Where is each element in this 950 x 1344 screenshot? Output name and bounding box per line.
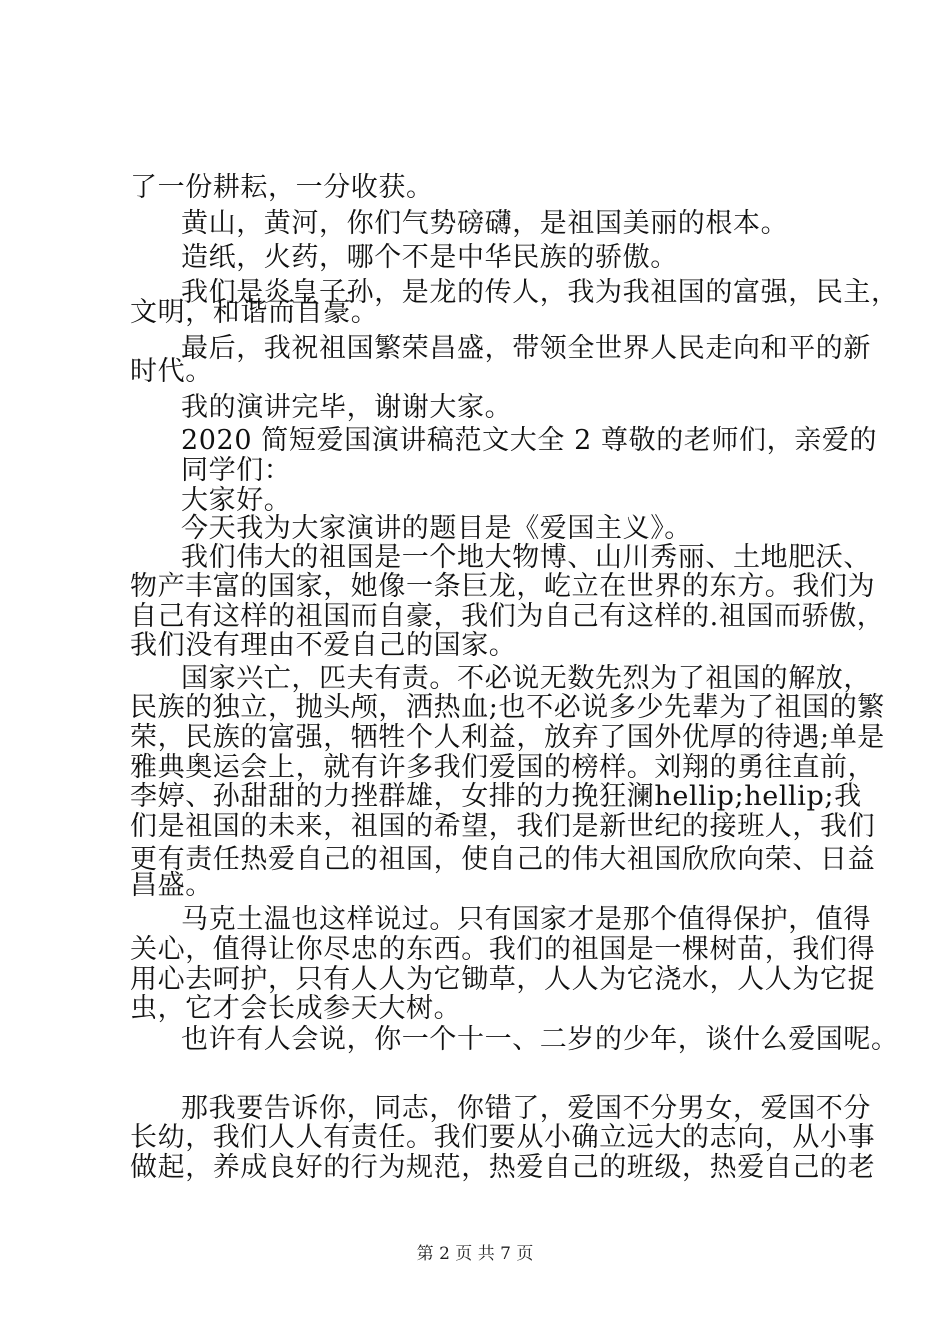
text-line: 李婷、孙甜甜的力挫群雄，女排的力挽狂澜hellip;hellip;我: [130, 781, 862, 812]
text-line: 同学们：: [181, 455, 292, 486]
page-number-footer: 第 2 页 共 7 页: [416, 1244, 534, 1264]
text-line: 雅典奥运会上，就有许多我们爱国的榜样。刘翔的勇往直前，: [130, 752, 876, 783]
text-line: 我的演讲完毕，谢谢大家。: [181, 392, 513, 423]
text-line: 我们伟大的祖国是一个地大物博、山川秀丽、土地肥沃、: [181, 542, 871, 573]
text-line: 那我要告诉你，同志，你错了，爱国不分男女，爱国不分: [181, 1093, 871, 1124]
text-line: 最后，我祝祖国繁荣昌盛，带领全世界人民走向和平的新: [181, 333, 871, 364]
text-line: 民族的独立，抛头颅，洒热血;也不必说多少先辈为了祖国的繁: [130, 692, 885, 723]
text-line: 用心去呵护，只有人人为它锄草，人人为它浇水，人人为它捉: [130, 964, 876, 995]
text-line: 我们没有理由不爱自己的国家。: [130, 630, 517, 661]
text-line: 自己有这样的祖国而自豪，我们为自己有这样的.祖国而骄傲，: [130, 601, 885, 632]
text-line: 也许有人会说，你一个十一、二岁的少年，谈什么爱国呢。: [181, 1024, 899, 1055]
text-line: 我们是炎皇子孙，是龙的传人，我为我祖国的富强，民主，: [181, 277, 899, 308]
text-line: 荣，民族的富强，牺牲个人利益，放弃了国外优厚的待遇;单是: [130, 722, 885, 753]
text-line: 昌盛。: [130, 870, 213, 901]
text-line: 做起，养成良好的行为规范，热爱自己的班级，热爱自己的老: [130, 1152, 876, 1183]
text-line: 长幼，我们人人有责任。我们要从小确立远大的志向，从小事: [130, 1122, 876, 1153]
text-line: 马克土温也这样说过。只有国家才是那个值得保护，值得: [181, 904, 871, 935]
text-line: 时代。: [130, 356, 213, 387]
text-line: 黄山，黄河，你们气势磅礴，是祖国美丽的根本。: [181, 208, 789, 239]
text-line: 2020 简短爱国演讲稿范文大全 2 尊敬的老师们，亲爱的: [181, 425, 878, 456]
text-line: 们是祖国的未来，祖国的希望，我们是新世纪的接班人，我们: [130, 811, 876, 842]
text-line: 物产丰富的国家，她像一条巨龙，屹立在世界的东方。我们为: [130, 571, 876, 602]
text-line: 国家兴亡，匹夫有责。不必说无数先烈为了祖国的解放，: [181, 663, 871, 694]
text-line: 今天我为大家演讲的题目是《爱国主义》。: [181, 513, 692, 544]
text-line: 大家好。: [181, 485, 292, 516]
text-line: 关心，值得让你尽忠的东西。我们的祖国是一棵树苗，我们得: [130, 934, 876, 965]
text-line: 更有责任热爱自己的祖国，使自己的伟大祖国欣欣向荣、日益: [130, 844, 876, 875]
text-line: 文明，和谐而自豪。: [130, 297, 379, 328]
text-line: 虫，它才会长成参天大树。: [130, 993, 462, 1024]
text-line: 造纸，火药，哪个不是中华民族的骄傲。: [181, 242, 678, 273]
text-line: 了一份耕耘，一分收获。: [130, 172, 434, 203]
